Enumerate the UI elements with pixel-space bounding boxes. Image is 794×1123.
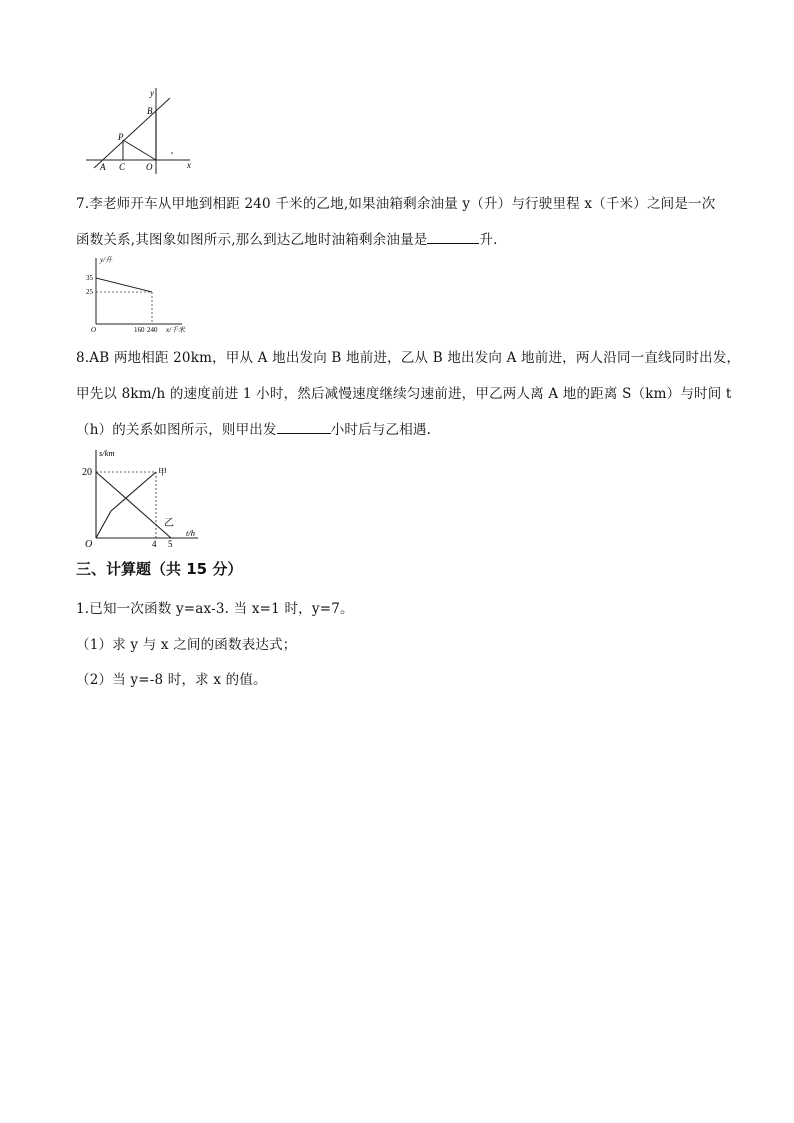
answer-blank-q8[interactable] (277, 421, 331, 434)
question-8-text: （h）的关系如图所示，则甲出发 (76, 422, 277, 438)
question-8-line-2: 甲先以 8km/h 的速度前进 1 小时，然后减慢速度继续匀速前进，甲乙两人离 A 地的距离 S（km）与时间 t (76, 386, 732, 402)
label-x: x (187, 160, 191, 170)
calc-question-1-part-2: （2）当 y=-8 时，求 x 的值。 (76, 672, 267, 688)
label-a: A (100, 162, 106, 172)
label-y: y (150, 88, 154, 98)
series-yi-line (96, 472, 171, 538)
y-tick-35: 35 (86, 274, 93, 282)
fuel-line (96, 278, 152, 292)
question-7-line-2 (76, 228, 498, 248)
figure-3-distance-time-graph (80, 444, 210, 550)
question-8-text-end: 小时后与乙相遇. (330, 422, 432, 438)
series-jia-line (96, 472, 156, 538)
dot-mark (171, 152, 173, 154)
y-tick-20: 20 (82, 467, 92, 478)
calc-question-1: 1.已知一次函数 y=ax-3. 当 x=1 时，y=7。 (76, 601, 354, 617)
x-tick-5: 5 (168, 539, 173, 549)
label-jia: 甲 (158, 467, 168, 477)
question-7-line-1: 7.李老师开车从甲地到相距 240 千米的乙地,如果油箱剩余油量 y（升）与行驶里程 x（千米）之间是一次 (76, 196, 716, 212)
label-b: B (147, 106, 153, 116)
section-3-heading: 三、计算题（共 15 分） (76, 560, 243, 578)
line-ab (94, 98, 170, 168)
x-tick-240: 240 (147, 326, 158, 334)
label-c: C (119, 162, 126, 172)
origin-label: O (91, 326, 97, 334)
calc-question-1-part-1: （1）求 y 与 x 之间的函数表达式； (76, 637, 297, 653)
x-label: t/h (186, 528, 195, 538)
question-7-unit: 升. (479, 232, 498, 248)
question-8-line-1: 8.AB 两地相距 20km，甲从 A 地出发向 B 地前进，乙从 B 地出发向 A 地前进，两人沿同一直线同时出发， (76, 350, 741, 366)
y-label: s/km (99, 448, 115, 458)
segment-po (123, 140, 156, 160)
answer-blank-q7[interactable] (427, 231, 479, 244)
x-label: x/千米 (166, 326, 186, 334)
origin-label: O (85, 539, 93, 550)
question-8-line-3 (76, 418, 431, 438)
label-p: P (118, 132, 124, 142)
x-tick-4: 4 (152, 539, 157, 549)
figure-2-fuel-graph (84, 254, 202, 334)
y-tick-25: 25 (86, 288, 93, 296)
y-label: y/升 (100, 256, 113, 264)
figure-1-geometry-diagram (84, 86, 194, 176)
label-yi: 乙 (164, 518, 174, 529)
label-o: O (146, 162, 153, 172)
question-7-text: 函数关系,其图象如图所示,那么到达乙地时油箱剩余油量是 (76, 232, 428, 248)
x-tick-160: 160 (134, 326, 145, 334)
